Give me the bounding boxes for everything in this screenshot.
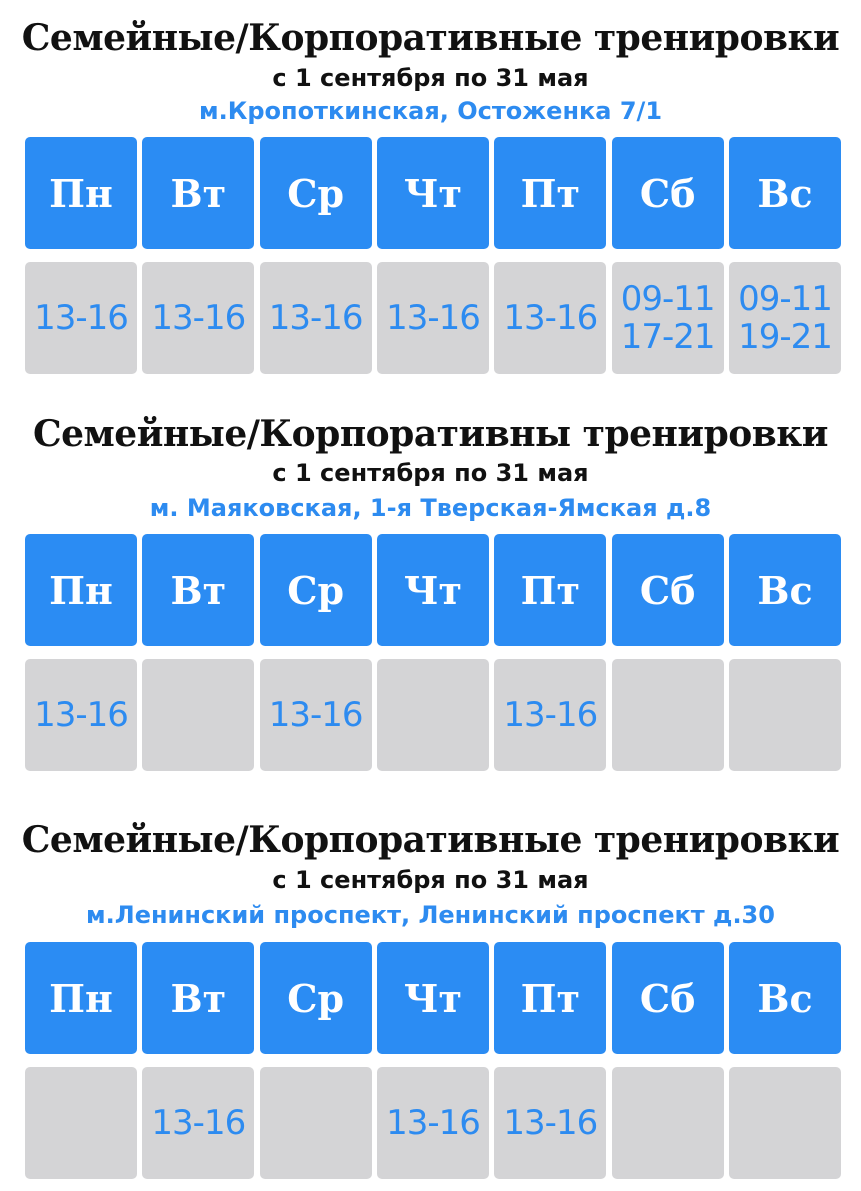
time-cell bbox=[377, 1067, 489, 1179]
time-cell bbox=[612, 262, 724, 374]
day-cell: Вт bbox=[142, 534, 254, 646]
section-title: Семейные/Корпоративные тренировки bbox=[21, 819, 840, 861]
day-header-row bbox=[25, 534, 841, 646]
section-dates: с 1 сентября по 31 мая bbox=[272, 64, 589, 92]
time-slot: 09-11 bbox=[620, 279, 715, 319]
day-cell: Вт bbox=[142, 942, 254, 1054]
day-cell: Сб bbox=[612, 534, 724, 646]
time-slot: 17-21 bbox=[620, 317, 715, 357]
day-cell: Ср bbox=[260, 942, 372, 1054]
day-cell: Вс bbox=[729, 137, 841, 249]
time-slot: 13-16 bbox=[386, 298, 480, 338]
time-cell bbox=[729, 262, 841, 374]
section-location: м.Кропоткинская, Остоженка 7/1 bbox=[198, 97, 663, 125]
day-cell: Чт bbox=[377, 137, 489, 249]
section-title: Семейные/Корпоративные тренировки bbox=[21, 17, 840, 59]
time-slot: 13-16 bbox=[503, 695, 598, 735]
time-slot-row bbox=[25, 1067, 841, 1179]
time-cell bbox=[142, 1067, 254, 1179]
day-cell: Пн bbox=[25, 942, 137, 1054]
time-slot: 13-16 bbox=[503, 298, 598, 338]
day-cell: Пт bbox=[494, 137, 606, 249]
time-cell bbox=[142, 262, 254, 374]
time-slot: 13-16 bbox=[386, 1103, 480, 1143]
day-cell: Пт bbox=[494, 534, 606, 646]
time-cell bbox=[377, 262, 489, 374]
section-location: м. Маяковская, 1-я Тверская-Ямская д.8 bbox=[149, 494, 712, 522]
time-slot-row bbox=[25, 659, 841, 771]
day-cell: Пн bbox=[25, 137, 137, 249]
time-slot: 13-16 bbox=[34, 298, 128, 338]
day-cell: Чт bbox=[377, 942, 489, 1054]
day-cell: Ср bbox=[260, 137, 372, 249]
time-slot: 09-11 bbox=[738, 279, 832, 319]
day-cell: Ср bbox=[260, 534, 372, 646]
section-location: м.Ленинский проспект, Ленинский проспект д.30 bbox=[86, 901, 775, 929]
day-cell: Сб bbox=[612, 942, 724, 1054]
day-cell: Пт bbox=[494, 942, 606, 1054]
day-header-row bbox=[25, 942, 841, 1054]
day-cell: Вс bbox=[729, 942, 841, 1054]
time-cell bbox=[494, 1067, 606, 1179]
time-cell bbox=[612, 1067, 724, 1179]
time-cell bbox=[494, 262, 606, 374]
section-dates: с 1 сентября по 31 мая bbox=[272, 459, 589, 487]
day-cell: Пн bbox=[25, 534, 137, 646]
time-slot: 13-16 bbox=[268, 298, 363, 338]
time-slot: 13-16 bbox=[268, 695, 363, 735]
time-cell bbox=[260, 262, 372, 374]
time-slot: 13-16 bbox=[151, 298, 246, 338]
time-cell bbox=[25, 262, 137, 374]
day-header-row bbox=[25, 137, 841, 249]
time-cell bbox=[25, 659, 137, 771]
time-cell bbox=[260, 659, 372, 771]
time-cell bbox=[729, 659, 841, 771]
time-slot: 19-21 bbox=[738, 317, 832, 357]
time-cell bbox=[25, 1067, 137, 1179]
section-title: Семейные/Корпоративны тренировки bbox=[32, 413, 829, 455]
day-cell: Вс bbox=[729, 534, 841, 646]
time-cell bbox=[260, 1067, 372, 1179]
time-cell bbox=[377, 659, 489, 771]
time-slot: 13-16 bbox=[151, 1103, 246, 1143]
time-slot-row bbox=[25, 262, 841, 374]
time-cell bbox=[612, 659, 724, 771]
day-cell: Вт bbox=[142, 137, 254, 249]
day-cell: Сб bbox=[612, 137, 724, 249]
time-slot: 13-16 bbox=[34, 695, 128, 735]
time-cell bbox=[142, 659, 254, 771]
day-cell: Чт bbox=[377, 534, 489, 646]
time-slot: 13-16 bbox=[503, 1103, 598, 1143]
time-cell bbox=[494, 659, 606, 771]
section-dates: с 1 сентября по 31 мая bbox=[272, 866, 589, 894]
time-cell bbox=[729, 1067, 841, 1179]
